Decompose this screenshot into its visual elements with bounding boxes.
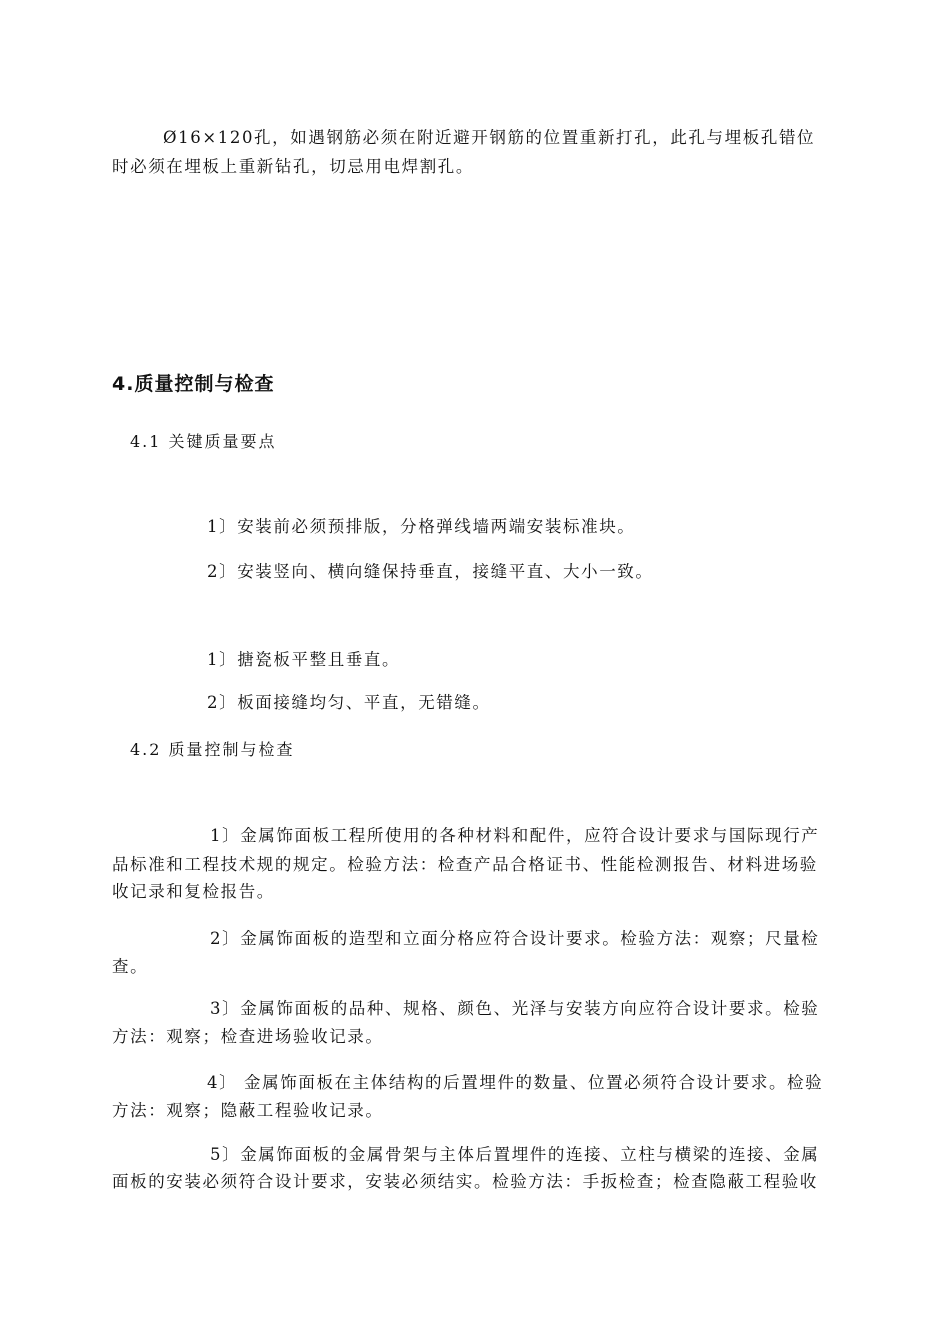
section-4-1-heading: 4.1 关键质量要点 bbox=[130, 432, 277, 451]
section-4-2-heading: 4.2 质量控制与检查 bbox=[130, 740, 295, 759]
check-item-5-line-1: 5〕金属饰面板的金属骨架与主体后置埋件的连接、立柱与横梁的连接、金属 bbox=[210, 1145, 820, 1164]
check-item-2-line-1: 2〕金属饰面板的造型和立面分格应符合设计要求。检验方法：观察；尺量检 bbox=[210, 929, 820, 948]
intro-line-1: Ø16×120孔，如遇钢筋必须在附近避开钢筋的位置重新打孔，此孔与埋板孔错位 bbox=[163, 128, 816, 147]
check-item-1-line-1: 1〕金属饰面板工程所使用的各种材料和配件，应符合设计要求与国际现行产 bbox=[210, 826, 820, 845]
check-item-4-line-2: 方法：观察；隐蔽工程验收记录。 bbox=[112, 1101, 384, 1120]
key-point-b1: 1〕搪瓷板平整且垂直。 bbox=[207, 650, 401, 669]
section-4-heading: 4.质量控制与检查 bbox=[112, 373, 275, 395]
check-item-2-line-2: 查。 bbox=[112, 957, 149, 976]
intro-line-2: 时必须在埋板上重新钻孔，切忌用电焊割孔。 bbox=[112, 157, 474, 176]
key-point-a1: 1〕安装前必须预排版，分格弹线墙两端安装标准块。 bbox=[207, 517, 636, 536]
check-item-3-line-1: 3〕金属饰面板的品种、规格、颜色、光泽与安装方向应符合设计要求。检验 bbox=[210, 999, 820, 1018]
key-point-a2: 2〕安装竖向、横向缝保持垂直，接缝平直、大小一致。 bbox=[207, 562, 654, 581]
key-point-b2: 2〕板面接缝均匀、平直，无错缝。 bbox=[207, 693, 491, 712]
check-item-5-line-2: 面板的安装必须符合设计要求，安装必须结实。检验方法：手扳检查；检查隐蔽工程验收 bbox=[112, 1172, 818, 1191]
check-item-1-line-3: 收记录和复检报告。 bbox=[112, 882, 275, 901]
check-item-4-line-1: 4〕 金属饰面板在主体结构的后置埋件的数量、位置必须符合设计要求。检验 bbox=[207, 1073, 824, 1092]
check-item-3-line-2: 方法：观察；检查进场验收记录。 bbox=[112, 1027, 384, 1046]
check-item-1-line-2: 品标准和工程技术规的规定。检验方法：检查产品合格证书、性能检测报告、材料进场验 bbox=[112, 855, 818, 874]
